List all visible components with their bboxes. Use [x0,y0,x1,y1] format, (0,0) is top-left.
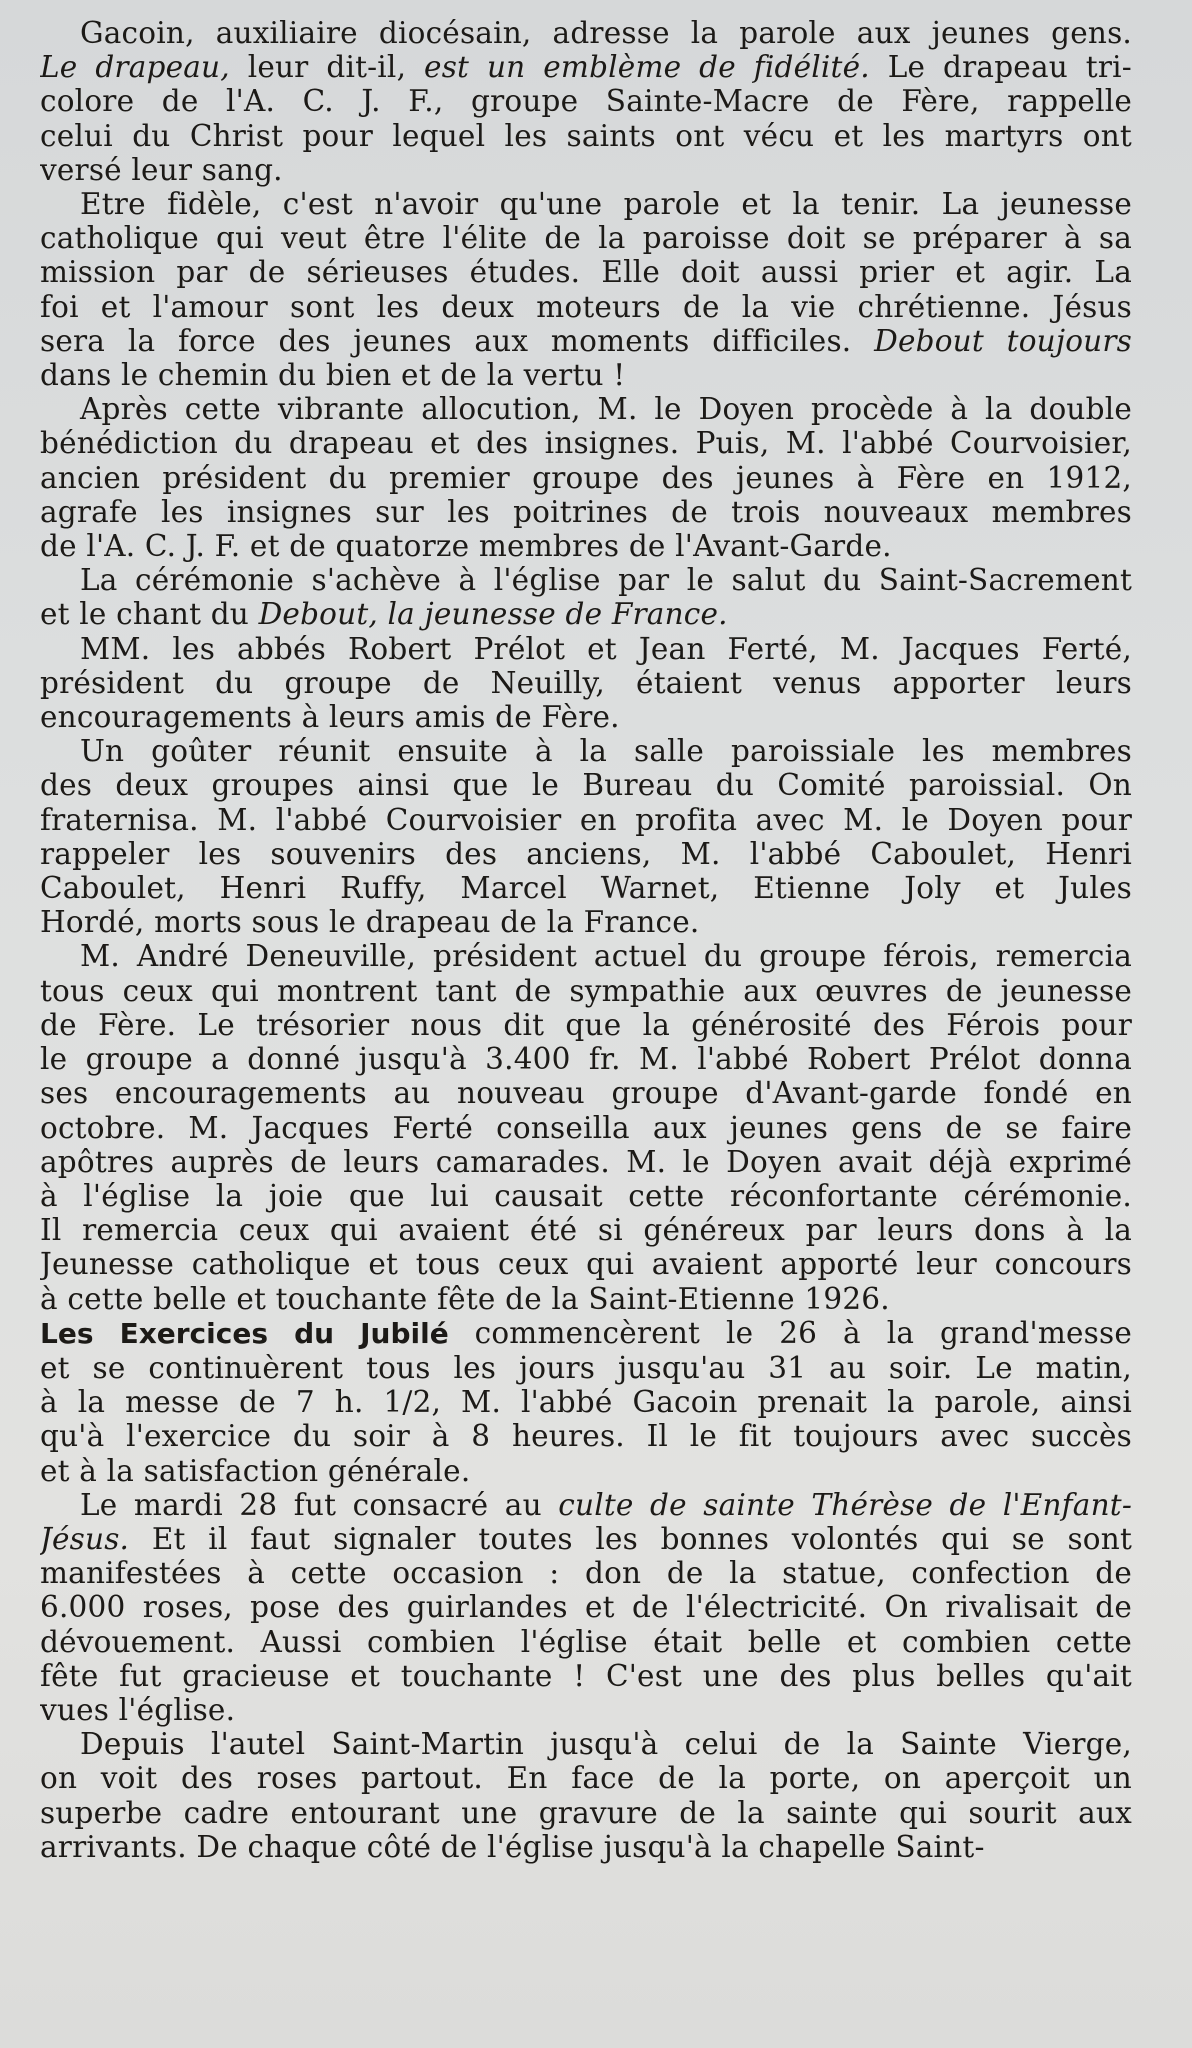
text-run: La cérémonie s'achève à l'église par le salut du Saint-Sacrement [80,563,1132,598]
text-run: Jeunesse catholique et tous ceux qui avaient apporté leur concours [40,1247,1132,1282]
text-line [40,1590,1132,1624]
text-line [40,221,1132,255]
text-run: à l'église la joie que lui causait cette réconfortante cérémonie. [40,1178,1132,1213]
text-line [40,1385,1132,1419]
text-line [40,974,1132,1008]
text-run: Etre fidèle, c'est n'avoir qu'une parole et la tenir. La jeunesse [80,187,1132,222]
text-line [40,1247,1132,1281]
italic-text: Debout toujours [874,323,1132,358]
text-line [40,1351,1132,1385]
italic-text: Le drapeau, [40,50,230,85]
text-line [40,939,1132,973]
text-run: qu'à l'exercice du soir à 8 heures. Il le fit toujours avec succès [40,1419,1132,1454]
text-line [40,1796,1132,1830]
text-line [40,768,1132,802]
text-run: bénédiction du drapeau et des insignes. Puis, M. l'abbé Courvoisier, [40,426,1132,461]
text-run: arrivants. De chaque côté de l'église jusqu'à la chapelle Saint- [40,1829,985,1864]
text-run: dévouement. Aussi combien l'église était belle et combien cette [40,1624,1132,1659]
text-line [40,1693,1132,1727]
section-heading: Les Exercices du Jubilé [40,1316,449,1350]
text-line [40,563,1132,597]
paragraph-p8 [40,1316,1132,1488]
italic-text: Debout, la jeunesse de France. [258,597,728,632]
text-run: Caboulet, Henri Ruffy, Marcel Warnet, Etienne Joly et Jules [40,871,1132,906]
italic-text: culte de sainte Thérèse de l'Enfant- [558,1487,1132,1522]
text-run: des deux groupes ainsi que le Bureau du Comité paroissial. On [40,768,1132,803]
text-run: Gacoin, auxiliaire diocésain, adresse la parole aux jeunes gens. [80,16,1132,50]
italic-text: est un emblème de fidélité. [424,50,870,85]
text-line [40,1659,1132,1693]
text-line [40,1556,1132,1590]
text-run: manifestées à cette occasion : don de la statue, confection de [40,1556,1132,1591]
paragraph-p4 [40,563,1132,631]
text-line [40,1111,1132,1145]
text-run: sera la force des jeunes aux moments difficiles. [40,323,875,358]
text-run: fête fut gracieuse et touchante ! C'est une des plus belles qu'ait [40,1658,1132,1693]
article-body [40,16,1132,1864]
text-line [40,1625,1132,1659]
text-run: celui du Christ pour lequel les saints ont vécu et les martyrs ont [40,118,1132,153]
text-run: mission par de sérieuses études. Elle doit aussi prier et agir. La [40,255,1132,290]
text-run: leur dit-il, [229,50,425,85]
text-run: rappeler les souvenirs des anciens, M. l'abbé Caboulet, Henri [40,836,1132,871]
text-line [40,1008,1132,1042]
paragraph-p6 [40,734,1132,939]
paragraph-p9 [40,1488,1132,1727]
text-line [40,153,1132,187]
text-run: versé leur sang. [40,152,283,187]
text-line [40,1419,1132,1453]
text-run: catholique qui veut être l'élite de la paroisse doit se préparer à sa [40,221,1132,256]
text-line [40,84,1132,118]
text-line [40,16,1132,50]
text-run: colore de l'A. C. J. F., groupe Sainte-Macre de Fère, rappelle [40,84,1132,119]
text-run: président du groupe de Neuilly, étaient venus apporter leurs [40,665,1132,700]
text-run: ancien président du premier groupe des jeunes à Fère en 1912, [40,460,1132,495]
text-line [40,1042,1132,1076]
italic-text: Jésus. [40,1521,130,1556]
text-line [40,871,1132,905]
text-run: fraternisa. M. l'abbé Courvoisier en profita avec M. le Doyen pour [40,802,1132,837]
text-run: Il remercia ceux qui avaient été si généreux par leurs dons à la [40,1213,1132,1248]
text-run: MM. les abbés Robert Prélot et Jean Ferté, M. Jacques Ferté, [80,631,1132,666]
text-run: on voit des roses partout. En face de la porte, on aperçoit un [40,1761,1132,1796]
text-run: encouragements à leurs amis de Fère. [40,700,620,735]
text-run: superbe cadre entourant une gravure de la sainte qui sourit aux [40,1795,1132,1830]
text-run: Un goûter réunit ensuite à la salle paroissiale les membres [80,734,1132,769]
text-run: tous ceux qui montrent tant de sympathie aux œuvres de jeunesse [40,973,1132,1008]
text-line [40,1727,1132,1761]
text-run: octobre. M. Jacques Ferté conseilla aux jeunes gens de se faire [40,1110,1132,1145]
text-line [40,255,1132,289]
text-line [40,290,1132,324]
text-line [40,358,1132,392]
text-run: 6.000 roses, pose des guirlandes et de l'électricité. On rivalisait de [40,1590,1132,1625]
text-run: et à la satisfaction générale. [40,1453,471,1488]
text-line [40,700,1132,734]
text-line [40,461,1132,495]
text-run: ses encouragements au nouveau groupe d'Avant-garde fondé en [40,1076,1132,1111]
text-line [40,905,1132,939]
text-run: le groupe a donné jusqu'à 3.400 fr. M. l'abbé Robert Prélot donna [40,1042,1132,1077]
text-line [40,324,1132,358]
paragraph-p1 [40,16,1132,187]
text-run: Et il faut signaler toutes les bonnes volontés qui se sont [129,1521,1132,1556]
text-line [40,803,1132,837]
text-line [40,597,1132,631]
text-run: Après cette vibrante allocution, M. le Doyen procède à la double [80,392,1132,427]
text-run: de l'A. C. J. F. et de quatorze membres de l'Avant-Garde. [40,529,892,564]
paragraph-p7 [40,939,1132,1315]
text-run: de Fère. Le trésorier nous dit que la générosité des Férois pour [40,1007,1132,1042]
paragraph-p10 [40,1727,1132,1864]
text-run: et le chant du [40,597,259,632]
text-run: Le drapeau tri- [869,50,1132,85]
text-line [40,1076,1132,1110]
text-run: foi et l'amour sont les deux moteurs de la vie chrétienne. Jésus [40,289,1132,324]
text-line [40,1454,1132,1488]
text-line [40,50,1132,84]
text-line [40,666,1132,700]
text-line [40,1488,1132,1522]
text-run: apôtres auprès de leurs camarades. M. le Doyen avait déjà exprimé [40,1144,1132,1179]
text-run: vues l'église. [40,1692,236,1727]
text-run: Depuis l'autel Saint-Martin jusqu'à celui de la Sainte Vierge, [80,1727,1132,1762]
text-run: et se continuèrent tous les jours jusqu'au 31 au soir. Le matin, [40,1350,1132,1385]
paragraph-p5 [40,632,1132,735]
text-run: Le mardi 28 fut consacré au [80,1487,559,1522]
text-line [40,1316,1132,1351]
text-line [40,1213,1132,1247]
text-line [40,1179,1132,1213]
text-line [40,632,1132,666]
text-line [40,1522,1132,1556]
text-line [40,426,1132,460]
text-line [40,837,1132,871]
text-line [40,495,1132,529]
text-line [40,187,1132,221]
text-line [40,1282,1132,1316]
text-line [40,1145,1132,1179]
text-line [40,119,1132,153]
text-run: M. André Deneuville, président actuel du groupe férois, remercia [80,939,1132,974]
paragraph-p2 [40,187,1132,392]
paragraph-p3 [40,392,1132,563]
text-run: à cette belle et touchante fête de la Saint-Etienne 1926. [40,1281,890,1316]
text-run: commencèrent le 26 à la grand'messe [448,1315,1132,1350]
text-run: Hordé, morts sous le drapeau de la France. [40,905,700,940]
text-line [40,1761,1132,1795]
text-run: dans le chemin du bien et de la vertu ! [40,358,626,393]
text-line [40,734,1132,768]
text-line [40,392,1132,426]
text-run: agrafe les insignes sur les poitrines de trois nouveaux membres [40,494,1132,529]
text-line [40,529,1132,563]
text-line [40,1830,1132,1864]
text-run: à la messe de 7 h. 1/2, M. l'abbé Gacoin prenait la parole, ainsi [40,1385,1132,1420]
